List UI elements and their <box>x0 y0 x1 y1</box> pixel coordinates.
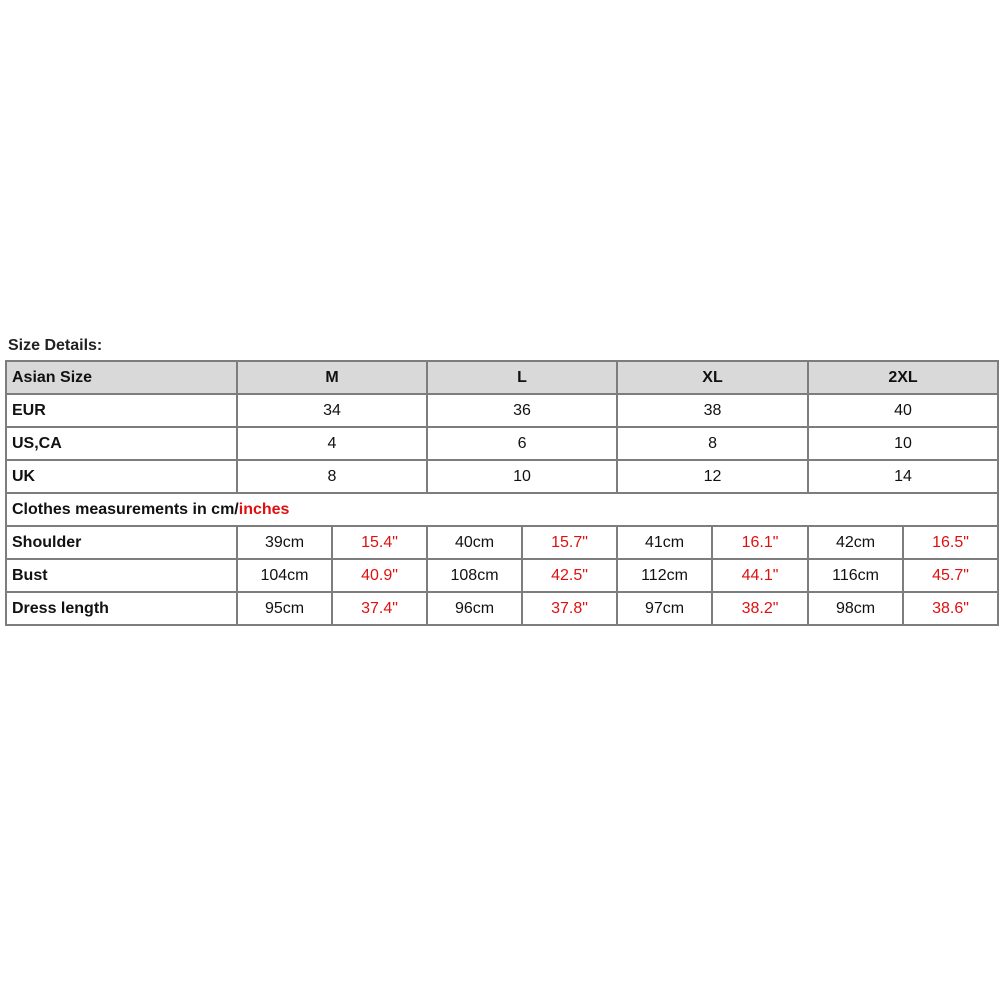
cm-cell: 41cm <box>617 526 712 559</box>
inch-cell: 38.2" <box>712 592 808 625</box>
cm-cell: 112cm <box>617 559 712 592</box>
section-row <box>6 493 998 526</box>
cm-cell: 97cm <box>617 592 712 625</box>
size-table <box>5 360 999 626</box>
cm-cell: 39cm <box>237 526 332 559</box>
conversion-row-eur <box>6 394 998 427</box>
inch-cell: 37.4" <box>332 592 427 625</box>
table-cell: 8 <box>237 460 427 493</box>
cm-cell: 116cm <box>808 559 903 592</box>
cm-cell: 42cm <box>808 526 903 559</box>
size-header-m: M <box>237 361 427 394</box>
table-cell: 4 <box>237 427 427 460</box>
measurement-row-bust <box>6 559 998 592</box>
asian-size-label: Asian Size <box>6 361 237 394</box>
caption-inches-text: inches <box>238 500 290 518</box>
inch-cell: 16.1" <box>712 526 808 559</box>
table-cell: 14 <box>808 460 998 493</box>
table-cell: 40 <box>808 394 998 427</box>
inch-cell: 40.9" <box>332 559 427 592</box>
size-header-xl: XL <box>617 361 808 394</box>
cm-cell: 108cm <box>427 559 522 592</box>
table-cell: 38 <box>617 394 808 427</box>
inch-cell: 16.5" <box>903 526 998 559</box>
inch-cell: 15.7" <box>522 526 617 559</box>
cm-cell: 40cm <box>427 526 522 559</box>
inch-cell: 45.7" <box>903 559 998 592</box>
measurements-caption <box>6 493 998 526</box>
table-cell: 10 <box>808 427 998 460</box>
inch-cell: 42.5" <box>522 559 617 592</box>
table-cell: 8 <box>617 427 808 460</box>
cm-cell: 98cm <box>808 592 903 625</box>
row-label: Dress length <box>6 592 237 625</box>
row-label: UK <box>6 460 237 493</box>
table-cell: 6 <box>427 427 617 460</box>
table-cell: 36 <box>427 394 617 427</box>
cm-cell: 104cm <box>237 559 332 592</box>
row-label: US,CA <box>6 427 237 460</box>
conversion-row-us-ca <box>6 427 998 460</box>
header-row <box>6 361 998 394</box>
measurement-row-dress-length <box>6 592 998 625</box>
table-cell: 10 <box>427 460 617 493</box>
table-cell: 34 <box>237 394 427 427</box>
inch-cell: 44.1" <box>712 559 808 592</box>
cm-cell: 95cm <box>237 592 332 625</box>
row-label: EUR <box>6 394 237 427</box>
row-label: Bust <box>6 559 237 592</box>
caption-text: Clothes measurements in cm/ <box>12 500 239 518</box>
cm-cell: 96cm <box>427 592 522 625</box>
inch-cell: 38.6" <box>903 592 998 625</box>
measurement-row-shoulder <box>6 526 998 559</box>
page-title: Size Details: <box>8 337 103 354</box>
inch-cell: 15.4" <box>332 526 427 559</box>
row-label: Shoulder <box>6 526 237 559</box>
table-cell: 12 <box>617 460 808 493</box>
conversion-row-uk <box>6 460 998 493</box>
inch-cell: 37.8" <box>522 592 617 625</box>
size-header-2xl: 2XL <box>808 361 998 394</box>
size-header-l: L <box>427 361 617 394</box>
